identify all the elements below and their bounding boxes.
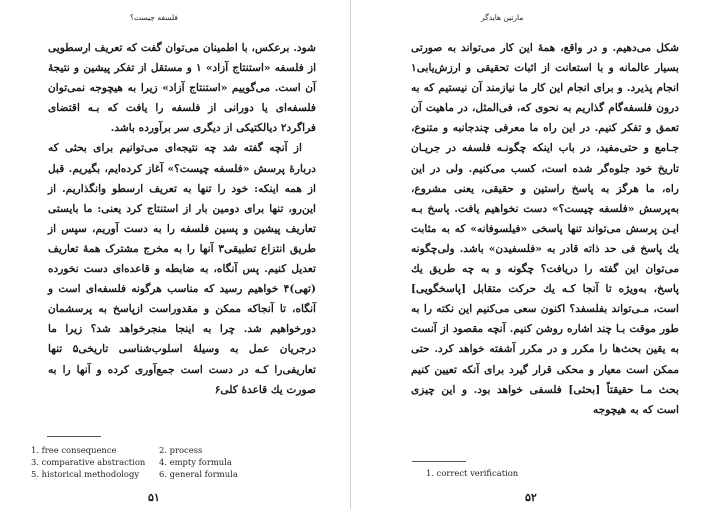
footnote-rule [412, 461, 466, 462]
footnote-rule [47, 436, 101, 437]
page-number: ۵۱ [148, 491, 160, 504]
footnote-row [31, 444, 321, 456]
footnote: 4. empty formula [159, 457, 232, 468]
footnote: 1. free consequence [31, 445, 117, 455]
running-head: مارتین هایدگر [481, 13, 524, 22]
paragraph: از آنچه گفته شد چه نتیجه‌ای می‌توانیم برای بحثی که دربارهٔ پرسش «فلسفه چیست؟» آغاز کرده‌ایم، بگیریم. قبل از همه اینکه: خود را تنها به تعریف ارسطو وانگذاریم. از این‌رو، تنها برای دومین بار از استنتاج کرد یعنی: ما بایستی تعاریف پیشین و پسین فلسفه را به دست آوریم، سپس از طریق انتزاع تطبیقی۳ آنها را به مخرج مشترک همهٔ تعاریف تعدیل کنیم. پس آنگاه، به ضابطه و قاعده‌ای دست نخورده (تهی)۴ خواهیم رسید که مناسب هرگونه فلسفه‌ای است و آنگاه، تا آنجاکه ممکن و مقدوراست ازپاسخ به پرسشمان دورخواهیم شد. چرا به اینجا منجرخواهد شد؟ زیرا ما درجریان عمل به وسیلهٔ اسلوب‌شناسی تاریخی۵ تنها تعاریفی‌را کـه در دست است جمع‌آوری کرده و آنها را به صورت یك قاعدهٔ کلی۶ [48, 142, 317, 396]
right-page [351, 0, 702, 509]
paragraph: شود. برعکس، با اطمینان می‌توان گفت که تعریف ارسطویی از فلسفه «استنتاج آزاد» ۱ و مستقل از تفکر پیشین و نتیجهٔ آن است. می‌گوییم «استنتاج آزاد» زیرا به هیچوجه نمی‌توان فلسفه‌ای یا دورانی از فلسفه را یافت که بـه اقتضای فراگرد۲ دیالکتیکی از دیگری سر برآورده باشد. [48, 42, 317, 135]
footnote: 5. historical methodology [31, 469, 140, 480]
body-text [48, 38, 316, 400]
footnote-row [426, 467, 666, 479]
footnotes [31, 444, 321, 481]
page-number: ۵۲ [525, 491, 537, 504]
footnote: 2. process [159, 445, 203, 455]
footnotes [426, 467, 666, 479]
footnote-row [31, 468, 321, 480]
footnote: 3. comparative abstraction [31, 457, 146, 468]
body-text [411, 38, 679, 420]
running-head: فلسفه چیست؟ [130, 13, 178, 22]
footnote: 6. general formula [159, 469, 238, 480]
footnote-row [31, 456, 321, 468]
paragraph: شکل می‌دهیم. و در واقع، همهٔ این کار می‌تواند به صورتی بسیار عالمانه و با استعانت از اثبات تحقیقی و ارزش‌یابی۱ انجام پذیرد. و برای انجام این کار ما نیازمند آن نیستیم که به درون فلسفه‌گام گذاریم به نحوی که، فی‌المثل، در ماهیت آن تعمق و تفکر کنیم. در این راه ما معرفی چندجانبه و متنوع، جـامع و حتی‌مفید، در باب اینکه چگونـه فلسفه در جریـان تاریخ خود جلوه‌گر شده است، کسب می‌کنیم. ولی در این راه، ما هرگز به پاسخ راستین و حقیقی، یعنی مشروع، به‌پرسش «فلسفه چیست؟» دست نخواهیم یافت. پاسخ بـه ایـن پرسش می‌تواند تنها پاسخی «فیلسوفانه» که به مثابت یك پاسخ فی حد ذاته قادر به «فلسفیدن» باشد. ولی‌چگونه می‌توان این گفته را دریافت؟ چگونه و به چه طریق یك پاسخ، به‌ویژه تا آنجا کـه یك حرکت متقابل [پاسخگویی] است، مـی‌تواند بفلسفد؟ اکنون سعی می‌کنیم این نکته را به طور موقت بـا چند اشاره روشن کنیم. آنچه مقصود از آنست به یقین بحث‌ها را مکرر و در مکرر آشفته خواهد کرد. حتی ممکن است معیار و محکی قرار گیرد برای آنکه تعیین کنیم بحث مـا حقیقتاً [بحثی] فلسفی خواهد بود. و این چیزی است که به هیچوجه [411, 42, 679, 416]
footnote: 1. correct verification [426, 468, 519, 478]
